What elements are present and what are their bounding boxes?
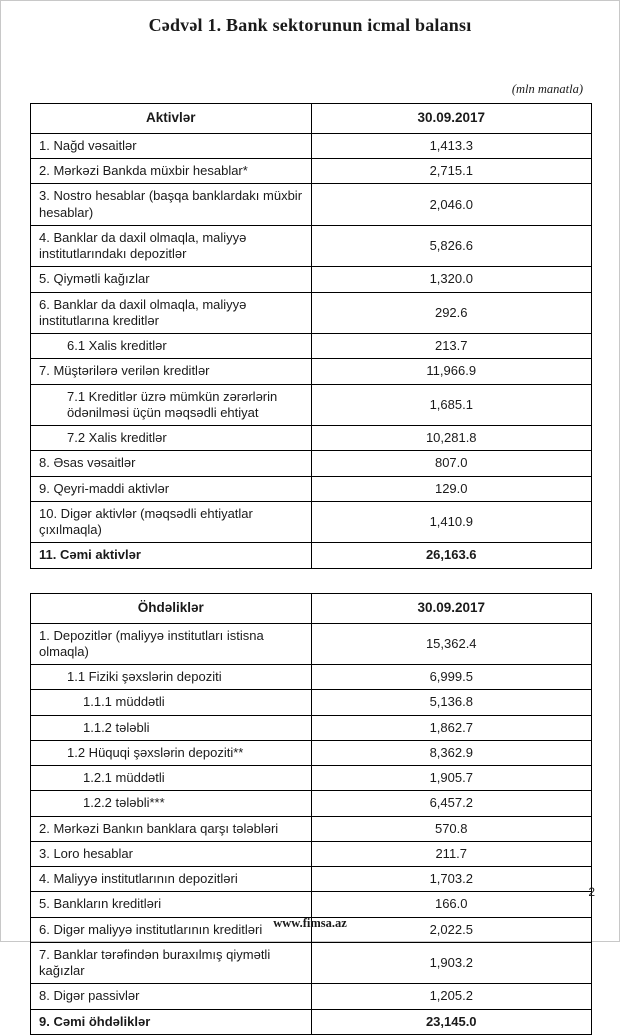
row-label: 1.1.2 tələbli <box>31 715 312 740</box>
row-label: 3. Loro hesablar <box>31 841 312 866</box>
row-label: 6. Banklar da daxil olmaqla, maliyyə institutlarına kreditlər <box>31 292 312 334</box>
row-label: 8. Digər passivlər <box>31 984 312 1009</box>
table-row <box>31 426 592 451</box>
table-row <box>31 984 592 1009</box>
table-row <box>31 133 592 158</box>
row-value: 211.7 <box>311 841 592 866</box>
row-label: 7. Banklar tərəfindən buraxılmış qiymətli kağızlar <box>31 942 312 984</box>
table-row <box>31 334 592 359</box>
unit-note: (mln manatla) <box>511 82 583 96</box>
row-value: 1,903.2 <box>311 942 592 984</box>
assets-table <box>30 103 592 569</box>
liabilities-table <box>30 593 592 1035</box>
row-label: 3. Nostro hesablar (başqa banklardakı müxbir hesablar) <box>31 184 312 226</box>
row-value: 6,999.5 <box>311 665 592 690</box>
row-label: 1.2.2 tələbli*** <box>31 791 312 816</box>
assets-header-label: Aktivlər <box>31 104 312 134</box>
table-row <box>31 942 592 984</box>
table-row <box>31 816 592 841</box>
row-value: 1,410.9 <box>311 501 592 543</box>
table-row <box>31 665 592 690</box>
row-label: 6. Digər maliyyə institutlarının kreditləri <box>31 917 312 942</box>
table-row <box>31 159 592 184</box>
row-label: 1.2.1 müddətli <box>31 766 312 791</box>
row-label: 7.2 Xalis kreditlər <box>31 426 312 451</box>
table-row <box>31 715 592 740</box>
row-label: 5. Qiymətli kağızlar <box>31 267 312 292</box>
table-row <box>31 690 592 715</box>
row-value: 570.8 <box>311 816 592 841</box>
row-value: 2,046.0 <box>311 184 592 226</box>
row-value: 5,136.8 <box>311 690 592 715</box>
table-row <box>31 892 592 917</box>
row-value: 166.0 <box>311 892 592 917</box>
table-row <box>31 451 592 476</box>
row-label: 1.1 Fiziki şəxslərin depoziti <box>31 665 312 690</box>
table-row <box>31 766 592 791</box>
row-value: 2,022.5 <box>311 917 592 942</box>
table-row <box>31 623 592 665</box>
row-label: 1.1.1 müddətli <box>31 690 312 715</box>
page-number: 2 <box>588 885 595 899</box>
row-value: 1,862.7 <box>311 715 592 740</box>
row-label: 9. Cəmi öhdəliklər <box>31 1009 312 1034</box>
row-value: 1,703.2 <box>311 867 592 892</box>
row-label: 7. Müştərilərə verilən kreditlər <box>31 359 312 384</box>
row-value: 6,457.2 <box>311 791 592 816</box>
table-row <box>31 1009 592 1034</box>
row-label: 5. Bankların kreditləri <box>31 892 312 917</box>
table-row <box>31 225 592 267</box>
row-label: 4. Banklar da daxil olmaqla, maliyyə institutlarındakı depozitlər <box>31 225 312 267</box>
table-row <box>31 184 592 226</box>
row-value: 1,905.7 <box>311 766 592 791</box>
row-label: 1. Nağd vəsaitlər <box>31 133 312 158</box>
table-row <box>31 359 592 384</box>
row-value: 1,413.3 <box>311 133 592 158</box>
row-label: 11. Cəmi aktivlər <box>31 543 312 568</box>
row-value: 8,362.9 <box>311 740 592 765</box>
row-value: 129.0 <box>311 476 592 501</box>
table-row <box>31 740 592 765</box>
row-label: 9. Qeyri-maddi aktivlər <box>31 476 312 501</box>
row-label: 2. Mərkəzi Bankda müxbir hesablar* <box>31 159 312 184</box>
row-value: 1,205.2 <box>311 984 592 1009</box>
row-value: 15,362.4 <box>311 623 592 665</box>
row-label: 10. Digər aktivlər (məqsədli ehtiyatlar çıxılmaqla) <box>31 501 312 543</box>
row-label: 1.2 Hüquqi şəxslərin depoziti** <box>31 740 312 765</box>
row-value: 23,145.0 <box>311 1009 592 1034</box>
table-header-row <box>31 104 592 134</box>
liabilities-header-label: Öhdəliklər <box>31 593 312 623</box>
row-value: 10,281.8 <box>311 426 592 451</box>
row-value: 11,966.9 <box>311 359 592 384</box>
row-label: 7.1 Kreditlər üzrə mümkün zərərlərin ödənilməsi üçün məqsədli ehtiyat <box>31 384 312 426</box>
table-gap <box>1 569 619 593</box>
row-label: 4. Maliyyə institutlarının depozitləri <box>31 867 312 892</box>
table-row <box>31 292 592 334</box>
row-label: 6.1 Xalis kreditlər <box>31 334 312 359</box>
table-row <box>31 476 592 501</box>
row-value: 1,685.1 <box>311 384 592 426</box>
footer-url: www.fimsa.az <box>273 916 347 930</box>
table-row <box>31 384 592 426</box>
row-value: 2,715.1 <box>311 159 592 184</box>
table-row <box>31 867 592 892</box>
assets-header-date: 30.09.2017 <box>311 104 592 134</box>
row-label: 1. Depozitlər (maliyyə institutları istisna olmaqla) <box>31 623 312 665</box>
table-row <box>31 841 592 866</box>
row-value: 1,320.0 <box>311 267 592 292</box>
row-value: 213.7 <box>311 334 592 359</box>
row-value: 807.0 <box>311 451 592 476</box>
row-label: 8. Əsas vəsaitlər <box>31 451 312 476</box>
row-value: 26,163.6 <box>311 543 592 568</box>
row-value: 5,826.6 <box>311 225 592 267</box>
table-header-row <box>31 593 592 623</box>
liabilities-header-date: 30.09.2017 <box>311 593 592 623</box>
page-title: Cədvəl 1. Bank sektorunun icmal balansı <box>148 15 472 35</box>
table-row <box>31 267 592 292</box>
table-row <box>31 543 592 568</box>
row-label: 2. Mərkəzi Bankın banklara qarşı tələbləri <box>31 816 312 841</box>
table-row <box>31 791 592 816</box>
table-row <box>31 501 592 543</box>
row-value: 292.6 <box>311 292 592 334</box>
